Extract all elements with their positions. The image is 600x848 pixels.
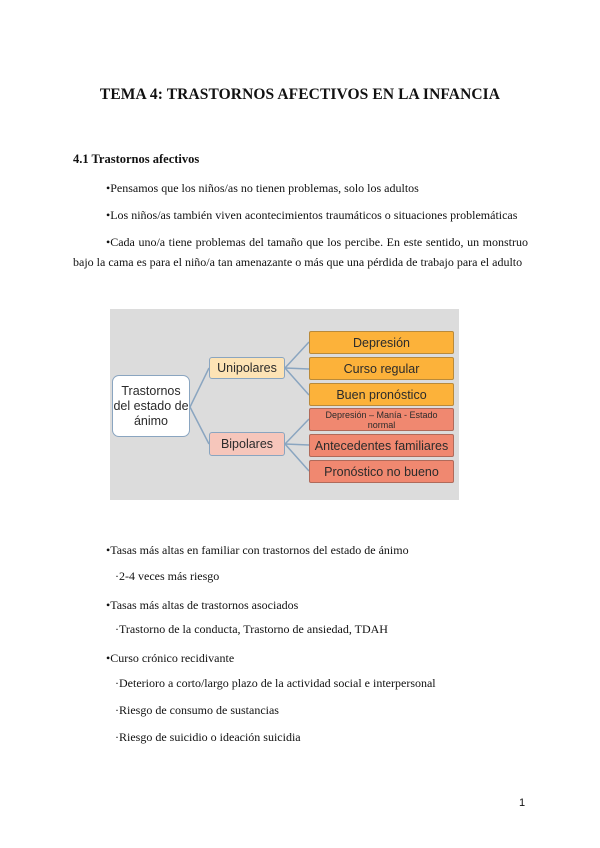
connector-unipolar-1 — [285, 342, 309, 368]
connector-bipolar-2 — [285, 444, 309, 445]
list-subitem: ·Trastorno de la conducta, Trastorno de ansiedad, TDAH — [115, 622, 388, 636]
list-subitem: ·Riesgo de suicidio o ideación suicidia — [115, 730, 301, 744]
bipolar-leaf: Pronóstico no bueno — [309, 460, 454, 483]
list-item: •Curso crónico recidivante — [106, 651, 235, 665]
mood-disorders-diagram — [110, 309, 459, 500]
list-subitem: ·Riesgo de consumo de sustancias — [115, 703, 279, 717]
connector-bipolar-1 — [285, 419, 309, 444]
unipolar-leaf: Buen pronóstico — [309, 383, 454, 406]
diagram-root-node: Trastornos del estado de ánimo — [112, 375, 190, 437]
list-subitem: ·Deterioro a corto/largo plazo de la actividad social e interpersonal — [115, 676, 436, 690]
intro-paragraph-3: •Cada uno/a tiene problemas del tamaño que los percibe. En este sentido, un monstruo bajo la cama es para el niño/a tan amenazante o más que una pérdida de trabajo para el adulto — [73, 235, 528, 269]
unipolar-leaf: Depresión — [309, 331, 454, 354]
connector-unipolar-2 — [285, 368, 309, 369]
connector-unipolar-3 — [285, 368, 309, 395]
connector-root-unipolar — [190, 368, 209, 407]
unipolar-leaf: Curso regular — [309, 357, 454, 380]
intro-paragraph-1: •Pensamos que los niños/as no tienen problemas, solo los adultos — [106, 181, 419, 195]
bipolar-leaf: Antecedentes familiares — [309, 434, 454, 457]
section-heading: 4.1 Trastornos afectivos — [73, 152, 200, 166]
list-item: •Tasas más altas en familiar con trastornos del estado de ánimo — [106, 543, 409, 557]
intro-paragraph-2: •Los niños/as también viven acontecimientos traumáticos o situaciones problemáticas — [106, 208, 518, 222]
list-item: •Tasas más altas de trastornos asociados — [106, 598, 299, 612]
connector-root-bipolar — [190, 407, 209, 444]
bipolar-leaf: Depresión – Manía - Estado normal — [309, 408, 454, 431]
connector-bipolar-3 — [285, 444, 309, 471]
page-title: TEMA 4: TRASTORNOS AFECTIVOS EN LA INFANCIA — [99, 86, 501, 103]
page-number: 1 — [519, 797, 526, 809]
bipolar-node: Bipolares — [209, 432, 285, 456]
unipolar-node: Unipolares — [209, 357, 285, 379]
list-subitem: ·2-4 veces más riesgo — [115, 569, 220, 583]
